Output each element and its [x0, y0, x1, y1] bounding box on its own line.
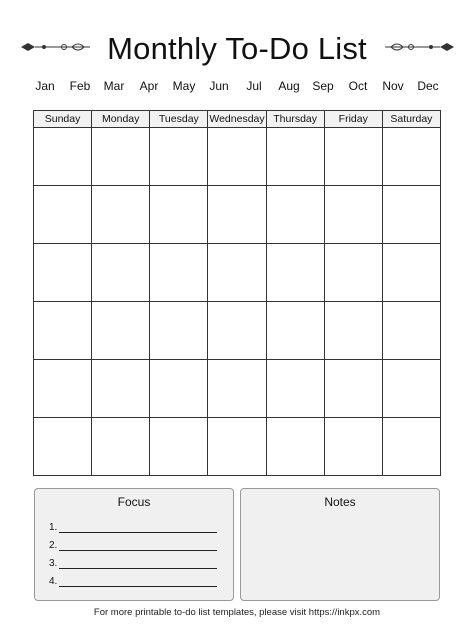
page-title: Monthly To-Do List [107, 31, 367, 66]
calendar-day-cell[interactable] [34, 418, 92, 476]
month-jun[interactable]: Jun [209, 79, 229, 93]
calendar-day-cell[interactable] [266, 128, 324, 186]
day-header-thursday: Thursday [266, 111, 324, 128]
footer-text: For more printable to-do list templates, please visit https://inkpx.com [93, 607, 381, 618]
title-row [0, 28, 474, 72]
calendar-day-cell[interactable] [208, 128, 266, 186]
calendar-day-cell[interactable] [324, 128, 382, 186]
calendar-day-cell[interactable] [92, 360, 150, 418]
month-nov[interactable]: Nov [382, 79, 404, 93]
month-mar[interactable]: Mar [103, 79, 125, 93]
calendar-day-cell[interactable] [150, 128, 208, 186]
notes-title: Notes [324, 495, 356, 509]
calendar-grid [33, 110, 441, 476]
calendar-day-cell[interactable] [92, 302, 150, 360]
calendar-header-row [34, 111, 441, 128]
calendar-day-cell[interactable] [34, 186, 92, 244]
focus-item-line[interactable] [59, 586, 217, 587]
calendar-day-cell[interactable] [92, 186, 150, 244]
calendar-day-cell[interactable] [34, 302, 92, 360]
calendar-day-cell[interactable] [382, 244, 440, 302]
calendar-day-cell[interactable] [324, 418, 382, 476]
calendar-day-cell[interactable] [266, 418, 324, 476]
calendar-day-cell[interactable] [208, 244, 266, 302]
calendar-day-cell[interactable] [208, 418, 266, 476]
calendar-day-cell[interactable] [150, 186, 208, 244]
day-header-friday: Friday [324, 111, 382, 128]
calendar-day-cell[interactable] [382, 360, 440, 418]
calendar-week-row [34, 418, 441, 476]
calendar-week-row [34, 244, 441, 302]
calendar-day-cell[interactable] [92, 418, 150, 476]
calendar-day-cell[interactable] [34, 360, 92, 418]
calendar-day-cell[interactable] [92, 244, 150, 302]
focus-item-line[interactable] [59, 568, 217, 569]
month-may[interactable]: May [172, 79, 196, 93]
day-header-monday: Monday [92, 111, 150, 128]
calendar-day-cell[interactable] [266, 360, 324, 418]
calendar-day-cell[interactable] [208, 186, 266, 244]
focus-title: Focus [117, 495, 151, 509]
flourish-right-icon [383, 40, 455, 54]
calendar-day-cell[interactable] [150, 244, 208, 302]
month-aug[interactable]: Aug [278, 79, 300, 93]
month-apr[interactable]: Apr [139, 79, 159, 93]
calendar-day-cell[interactable] [382, 186, 440, 244]
focus-item-line[interactable] [59, 550, 217, 551]
calendar-day-cell[interactable] [382, 128, 440, 186]
calendar-day-cell[interactable] [324, 186, 382, 244]
day-header-saturday: Saturday [382, 111, 440, 128]
calendar-week-row [34, 186, 441, 244]
month-selector [0, 78, 474, 96]
focus-item-number: 2. [49, 540, 58, 551]
calendar-body [34, 128, 441, 476]
month-oct[interactable]: Oct [348, 79, 368, 93]
calendar-day-cell[interactable] [150, 360, 208, 418]
calendar-day-cell[interactable] [150, 302, 208, 360]
focus-item-number: 3. [49, 558, 58, 569]
calendar-day-cell[interactable] [324, 244, 382, 302]
calendar-day-cell[interactable] [266, 186, 324, 244]
notes-panel[interactable] [240, 488, 440, 601]
day-header-tuesday: Tuesday [150, 111, 208, 128]
calendar-day-cell[interactable] [324, 302, 382, 360]
focus-item-line[interactable] [59, 532, 217, 533]
calendar-day-cell[interactable] [382, 302, 440, 360]
calendar-day-cell[interactable] [324, 360, 382, 418]
month-jul[interactable]: Jul [246, 79, 262, 93]
calendar-day-cell[interactable] [34, 128, 92, 186]
month-dec[interactable]: Dec [417, 79, 439, 93]
focus-item-number: 1. [49, 522, 58, 533]
day-header-wednesday: Wednesday [208, 111, 266, 128]
calendar-day-cell[interactable] [208, 302, 266, 360]
calendar-week-row [34, 128, 441, 186]
day-header-sunday: Sunday [34, 111, 92, 128]
calendar-day-cell[interactable] [208, 360, 266, 418]
month-feb[interactable]: Feb [69, 79, 91, 93]
calendar-day-cell[interactable] [382, 418, 440, 476]
month-jan[interactable]: Jan [35, 79, 55, 93]
calendar-day-cell[interactable] [266, 302, 324, 360]
calendar-day-cell[interactable] [150, 418, 208, 476]
focus-item-number: 4. [49, 576, 58, 587]
calendar-week-row [34, 302, 441, 360]
focus-panel [34, 488, 234, 601]
calendar-week-row [34, 360, 441, 418]
calendar-day-cell[interactable] [92, 128, 150, 186]
calendar-day-cell[interactable] [34, 244, 92, 302]
month-sep[interactable]: Sep [312, 79, 334, 93]
calendar-day-cell[interactable] [266, 244, 324, 302]
